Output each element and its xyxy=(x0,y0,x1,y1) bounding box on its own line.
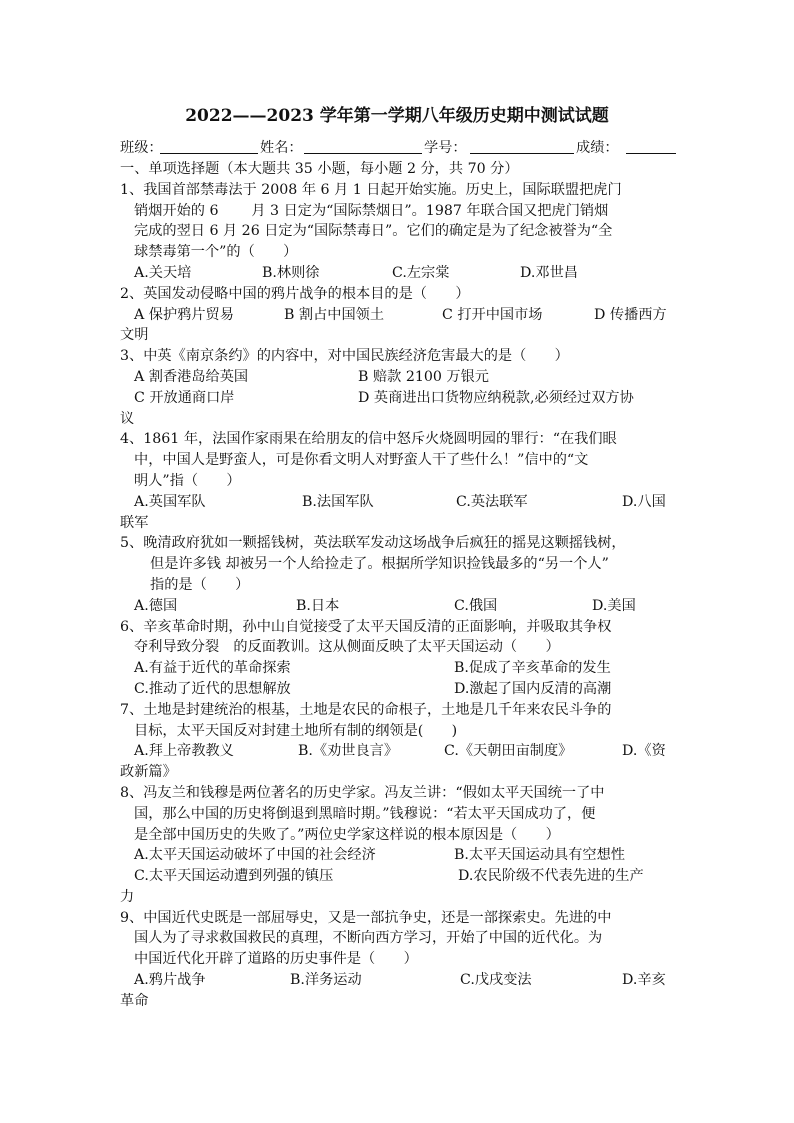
name-label: 姓名： xyxy=(260,140,303,156)
option-d[interactable]: D.辛亥 xyxy=(622,972,666,989)
question-stem-line: 国人为了寻求救国救民的真理，不断向西方学习，开始了中国的近代化。为 xyxy=(134,930,603,947)
options-row xyxy=(120,305,676,326)
option-a[interactable]: A.有益于近代的革命探索 xyxy=(134,660,291,677)
option-b[interactable]: B 割占中国领土 xyxy=(284,306,385,323)
option-c[interactable]: C.左宗棠 xyxy=(392,264,450,281)
question-stem-line: 7、土地是封建统治的根基，土地是农民的命根子，土地是几千年来农民斗争的 xyxy=(120,701,612,718)
option-c[interactable]: C.英法联军 xyxy=(456,493,528,510)
options-row xyxy=(120,866,676,887)
question-stem-line: 是全部中国历史的失败了。”两位史学家这样说的根本原因是（ ） xyxy=(134,826,560,843)
options-row xyxy=(120,367,676,388)
option-d[interactable]: D.邓世昌 xyxy=(520,264,578,281)
question-stem-line: 但是许多钱 却被另一个人给捡走了。根据所学知识捡钱最多的“另一个人” xyxy=(150,556,609,573)
exam-title: 2022——2023 学年第一学期八年级历史期中测试试题 xyxy=(185,106,609,126)
option-d[interactable]: D.激起了国内反清的高潮 xyxy=(454,680,612,697)
question-stem-line: 指的是（ ） xyxy=(150,576,250,593)
option-b[interactable]: B.洋务运动 xyxy=(290,972,362,989)
option-d[interactable]: D 英商进出口货物应纳税款,必须经过双方协 xyxy=(358,389,634,406)
option-b[interactable]: B.促成了辛亥革命的发生 xyxy=(454,660,611,677)
option-c[interactable]: C 打开中国市场 xyxy=(442,306,543,323)
question-stem-line: 夺利导致分裂 的反面教训。这从侧面反映了太平天国运动（ ） xyxy=(134,639,560,656)
question-5 xyxy=(120,533,676,616)
option-d[interactable]: D.美国 xyxy=(592,597,636,614)
option-d[interactable]: D.农民阶级不代表先进的生产 xyxy=(458,868,644,885)
question-4 xyxy=(120,429,676,533)
class-label: 班级： xyxy=(120,140,163,156)
question-stem-line: 完成的翌日 6 月 26 日定为“国际禁毒日”。它们的确定是为了纪念被誉为“全 xyxy=(134,223,613,240)
option-b[interactable]: B.《劝世良言》 xyxy=(298,743,399,760)
option-c[interactable]: C.戊戌变法 xyxy=(460,972,532,989)
question-2 xyxy=(120,284,676,346)
question-stem-line: 4、1861 年，法国作家雨果在给朋友的信中怒斥火烧圆明园的罪行：“在我们眼 xyxy=(120,431,617,448)
question-stem-line: 9、中国近代史既是一部屈辱史，又是一部抗争史，还是一部探索史。先进的中 xyxy=(120,909,612,926)
id-field[interactable] xyxy=(470,138,574,161)
option-b[interactable]: B.法国军队 xyxy=(302,493,374,510)
score-label: 成绩： xyxy=(576,140,619,156)
question-stem-line: 6、辛亥革命时期，孙中山自觉接受了太平天国反清的正面影响，并吸取其争权 xyxy=(120,618,612,635)
option-a[interactable]: A.英国军队 xyxy=(134,493,206,510)
score-field[interactable] xyxy=(626,138,676,161)
question-body xyxy=(120,159,676,1012)
student-info-row xyxy=(120,138,680,159)
options-row xyxy=(120,741,676,762)
option-a[interactable]: A.德国 xyxy=(134,597,178,614)
option-a[interactable]: A 保护鸦片贸易 xyxy=(134,306,234,323)
options-row xyxy=(120,845,676,866)
option-wrap: 力 xyxy=(120,888,135,905)
question-stem-line: 球禁毒第一个”的（ ） xyxy=(134,244,298,261)
options-row xyxy=(120,263,676,284)
option-wrap: 联军 xyxy=(120,514,149,531)
option-b[interactable]: B.日本 xyxy=(296,597,340,614)
option-a[interactable]: A.太平天国运动破坏了中国的社会经济 xyxy=(134,847,376,864)
question-stem-line: 销烟开始的 6 月 3 日定为“国际禁烟日”。1987 年联合国又把虎门销烟 xyxy=(134,202,609,219)
options-row xyxy=(120,388,676,409)
name-field[interactable] xyxy=(304,138,422,161)
question-stem-line: 明人”指（ ） xyxy=(134,472,241,489)
question-stem-line: 5、晚清政府犹如一颗摇钱树，英法联军发动这场战争后疯狂的摇晃这颗摇钱树， xyxy=(120,535,626,552)
question-stem-line: 国，那么中国的历史将倒退到黑暗时期。”钱穆说：“若太平天国成功了，便 xyxy=(134,805,596,822)
question-stem-line: 中国近代化开辟了道路的历史事件是（ ） xyxy=(134,951,418,968)
option-a[interactable]: A.鸦片战争 xyxy=(134,972,206,989)
option-wrap: 文明 xyxy=(120,327,149,344)
question-stem-line: 2、英国发动侵略中国的鸦片战争的根本目的是（ ） xyxy=(120,285,470,302)
section-heading: 一、单项选择题（本大题共 35 小题，每小题 2 分，共 70 分） xyxy=(120,161,519,177)
option-d[interactable]: D.《资 xyxy=(622,743,666,760)
id-label: 学号： xyxy=(424,140,467,156)
option-a[interactable]: A 割香港岛给英国 xyxy=(134,368,249,385)
question-stem-line: 目标，太平天国反对封建土地所有制的纲领是( ) xyxy=(134,722,458,739)
option-c[interactable]: C.俄国 xyxy=(454,597,498,614)
question-stem-line: 中，中国人是野蛮人，可是你看文明人对野蛮人干了些什么！”信中的“文 xyxy=(134,452,589,469)
question-stem-line: 8、冯友兰和钱穆是两位著名的历史学家。冯友兰讲：“假如太平天国统一了中 xyxy=(120,784,605,801)
option-c[interactable]: C.太平天国运动遭到列强的镇压 xyxy=(134,868,334,885)
option-wrap: 政新篇》 xyxy=(120,764,177,781)
question-7 xyxy=(120,700,676,783)
option-b[interactable]: B 赔款 2100 万银元 xyxy=(358,368,489,385)
options-row xyxy=(120,492,676,513)
class-field[interactable] xyxy=(160,138,258,161)
question-8 xyxy=(120,783,676,908)
options-row xyxy=(120,658,676,679)
option-b[interactable]: B.林则徐 xyxy=(262,264,320,281)
option-wrap: 革命 xyxy=(120,992,149,1009)
option-a[interactable]: A.拜上帝教教义 xyxy=(134,743,234,760)
option-c[interactable]: C 开放通商口岸 xyxy=(134,389,235,406)
option-d[interactable]: D 传播西方 xyxy=(594,306,667,323)
question-6 xyxy=(120,617,676,700)
option-d[interactable]: D.八国 xyxy=(622,493,666,510)
question-stem-line: 3、中英《南京条约》的内容中，对中国民族经济危害最大的是（ ） xyxy=(120,348,569,365)
option-c[interactable]: C.推动了近代的思想解放 xyxy=(134,680,291,697)
options-row xyxy=(120,596,676,617)
question-3 xyxy=(120,346,676,429)
question-1 xyxy=(120,180,676,284)
options-row xyxy=(120,679,676,700)
option-b[interactable]: B.太平天国运动具有空想性 xyxy=(454,847,625,864)
question-stem-line: 1、我国首部禁毒法于 2008 年 6 月 1 日起开始实施。历史上，国际联盟把虎门 xyxy=(120,181,622,198)
options-row xyxy=(120,970,676,991)
option-a[interactable]: A.关天培 xyxy=(134,264,192,281)
question-9 xyxy=(120,908,676,1012)
option-c[interactable]: C.《天朝田亩制度》 xyxy=(444,743,573,760)
option-wrap: 议 xyxy=(120,410,135,427)
